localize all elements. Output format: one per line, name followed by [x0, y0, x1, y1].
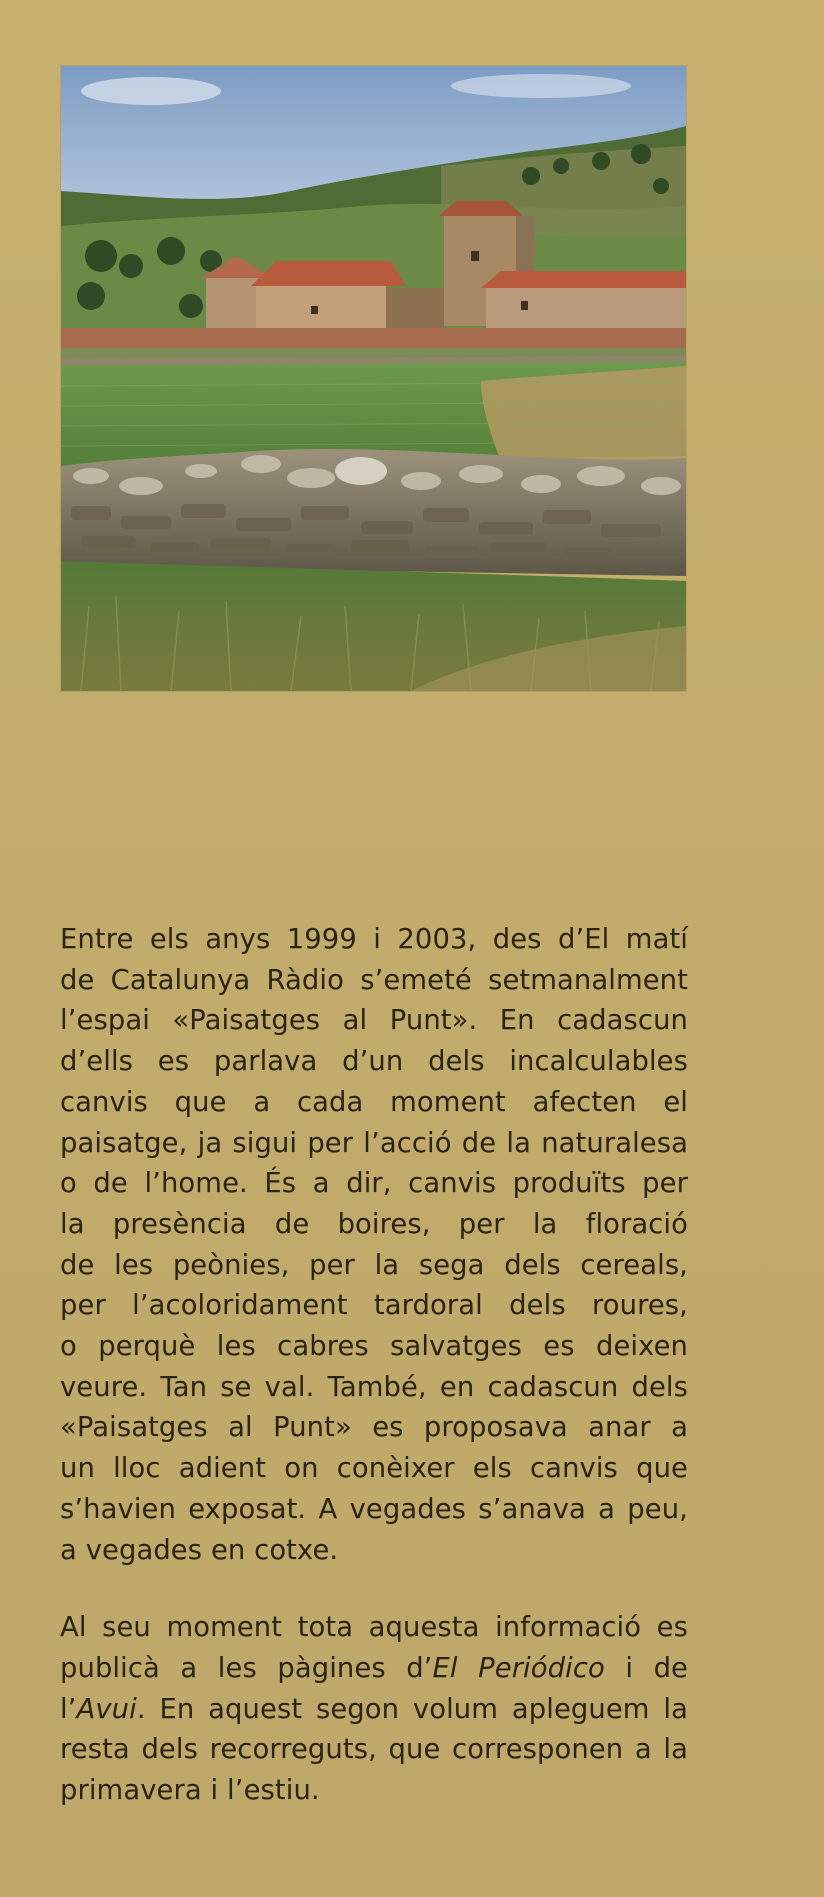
- text-line: o perquè les cabres salvatges es deixen: [60, 1331, 688, 1363]
- text-run: publicà a les pàgines d’: [60, 1652, 433, 1684]
- text-line: un lloc adient on conèixer els canvis que: [60, 1453, 688, 1485]
- text-line: a vegades en cotxe.: [60, 1534, 339, 1566]
- paragraph-2: [60, 1608, 688, 1812]
- text-line: «Paisatges al Punt» es proposava anar a: [60, 1412, 688, 1444]
- text-line: [60, 1649, 688, 1690]
- text-line: veure. Tan se val. També, en cadascun dels: [60, 1371, 688, 1403]
- landscape-illustration: [61, 66, 686, 691]
- text-run: l’: [60, 1693, 77, 1725]
- text-line: canvis que a cada moment afecten el: [60, 1086, 688, 1118]
- newspaper-title: El Periódico: [432, 1652, 605, 1684]
- text-line: de Catalunya Ràdio s’emeté setmanalment: [60, 964, 688, 996]
- newspaper-title: Avui: [76, 1693, 137, 1725]
- text-line: de les peònies, per la sega dels cereals,: [60, 1249, 688, 1281]
- text-line: d’ells es parlava d’un dels incalculables: [60, 1046, 688, 1078]
- text-run: Al seu moment tota aquesta informació es: [60, 1612, 688, 1644]
- description-text: [60, 920, 688, 1812]
- text-run: i de: [604, 1652, 689, 1684]
- landscape-photo: [61, 66, 686, 691]
- text-line: Entre els anys 1999 i 2003, des d’El matí: [60, 924, 688, 955]
- text-run: . En aquest segon volum apleguem la: [136, 1693, 688, 1725]
- text-line: l’espai «Paisatges al Punt». En cadascun: [60, 1005, 688, 1037]
- paragraph-1: [60, 920, 688, 1571]
- text-line: paisatge, ja sigui per l’acció de la naturalesa: [60, 1127, 688, 1159]
- text-run: resta dels recorreguts, que corresponen a la: [60, 1734, 688, 1766]
- text-run: primavera i l’estiu.: [60, 1775, 320, 1807]
- text-line: s’havien exposat. A vegades s’anava a peu,: [60, 1493, 688, 1525]
- text-line: [60, 1730, 688, 1771]
- text-line: o de l’home. És a dir, canvis produïts per: [60, 1168, 688, 1200]
- text-line: per l’acoloridament tardoral dels roures,: [60, 1290, 688, 1322]
- text-line: [60, 1690, 688, 1731]
- text-line: [60, 1771, 688, 1812]
- text-line: la presència de boires, per la floració: [60, 1208, 688, 1240]
- text-line: [60, 1608, 688, 1649]
